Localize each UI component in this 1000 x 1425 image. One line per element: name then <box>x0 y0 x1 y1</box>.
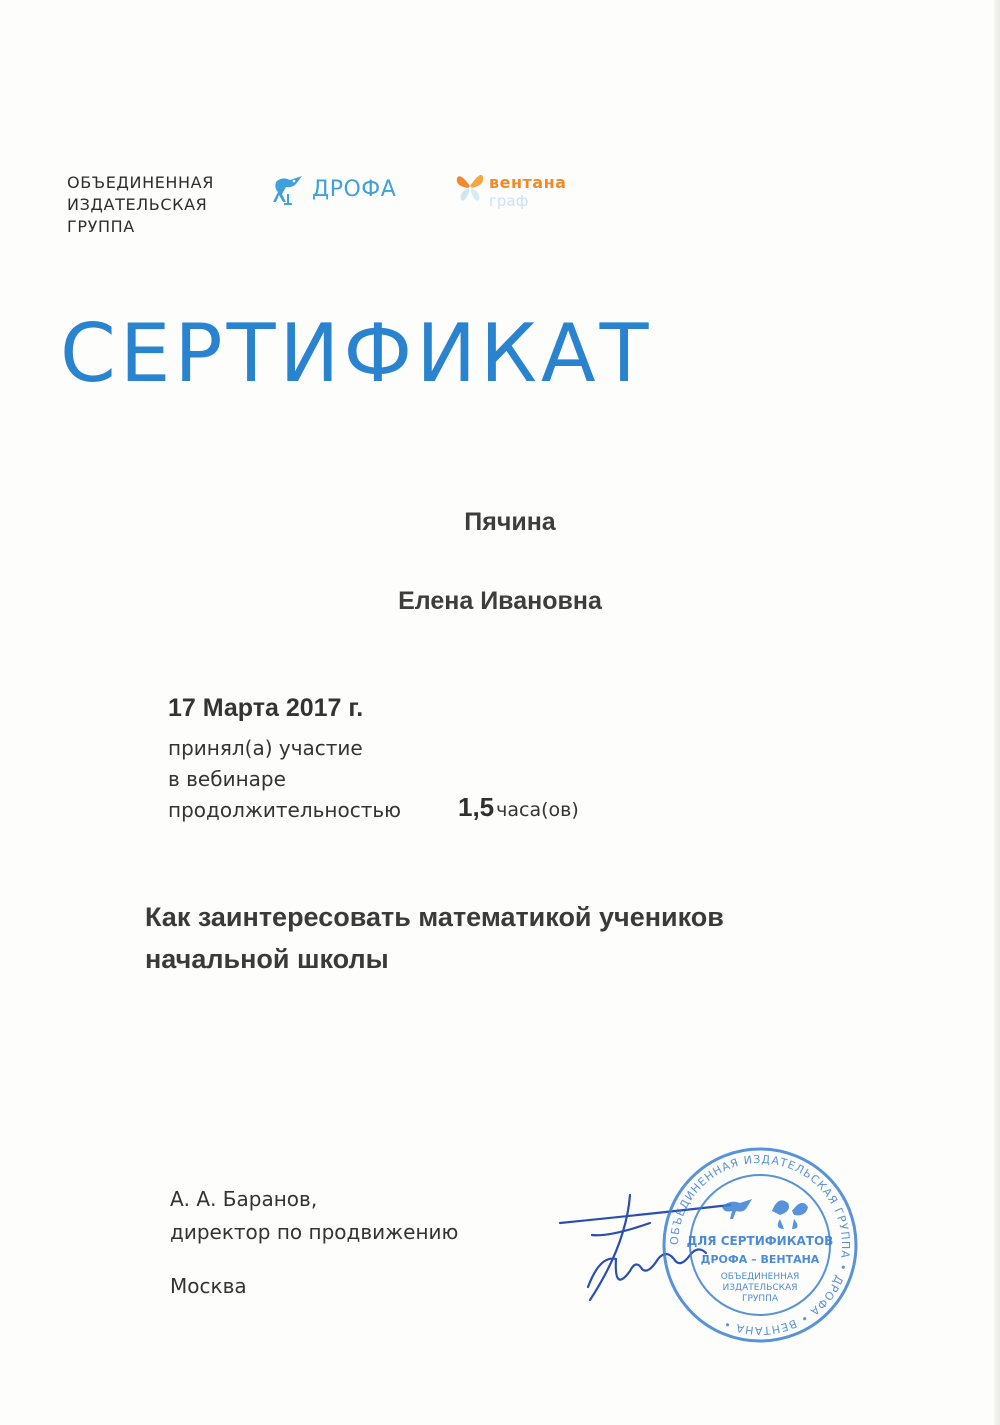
stamp <box>660 1145 860 1345</box>
org-line: ГРУППА <box>67 217 135 236</box>
org-name <box>67 172 214 238</box>
org-line: ОБЪЕДИНЕННАЯ <box>67 173 214 192</box>
city: Москва <box>170 1274 247 1298</box>
signatory <box>170 1183 458 1249</box>
stamp-center-line: ДРОФА – ВЕНТАНА <box>700 1253 820 1266</box>
recipient-surname: Пячина <box>464 508 556 536</box>
stamp-center-line: ГРУППА <box>741 1294 779 1304</box>
webinar-title-line: Как заинтересовать математикой учеников <box>145 902 724 932</box>
page-edge <box>994 0 1000 1425</box>
stamp-center-line: ИЗДАТЕЛЬСКАЯ <box>722 1283 798 1293</box>
signatory-position: директор по продвижению <box>170 1220 459 1244</box>
participation-line: продолжительностью <box>168 798 401 822</box>
ventana-butterfly-icon <box>455 170 485 204</box>
org-line: ИЗДАТЕЛЬСКАЯ <box>67 195 208 214</box>
drofa-logo-text: ДРОФА <box>312 176 397 202</box>
ventana-logo-text: вентана <box>489 173 567 192</box>
drofa-logo <box>272 172 396 206</box>
duration <box>458 792 579 823</box>
stamp-ring-text: ОБЪЕДИНЕННАЯ ИЗДАТЕЛЬСКАЯ ГРУППА • ДРОФА • ВЕНТАНА • <box>667 1152 853 1338</box>
stamp-center-line: ОБЪЕДИНЕННАЯ <box>720 1272 800 1282</box>
duration-value: 1,5 <box>458 792 495 822</box>
participation-line: в вебинаре <box>168 767 286 791</box>
participation-text <box>168 733 401 826</box>
webinar-title <box>145 896 724 980</box>
stamp-center-line: ДЛЯ СЕРТИФИКАТОВ <box>686 1234 834 1248</box>
certificate-title: СЕРТИФИКАТ <box>60 307 653 400</box>
drofa-bird-icon <box>272 172 308 206</box>
signatory-name: А. А. Баранов, <box>170 1187 318 1211</box>
event-date: 17 Марта 2017 г. <box>168 694 364 722</box>
webinar-title-line: начальной школы <box>145 944 389 974</box>
graf-logo-text: граф <box>489 192 529 210</box>
duration-unit: часа(ов) <box>496 799 579 821</box>
recipient-given-name: Елена Ивановна <box>398 587 602 615</box>
ventana-logo <box>455 170 566 210</box>
participation-line: принял(а) участие <box>168 736 363 760</box>
